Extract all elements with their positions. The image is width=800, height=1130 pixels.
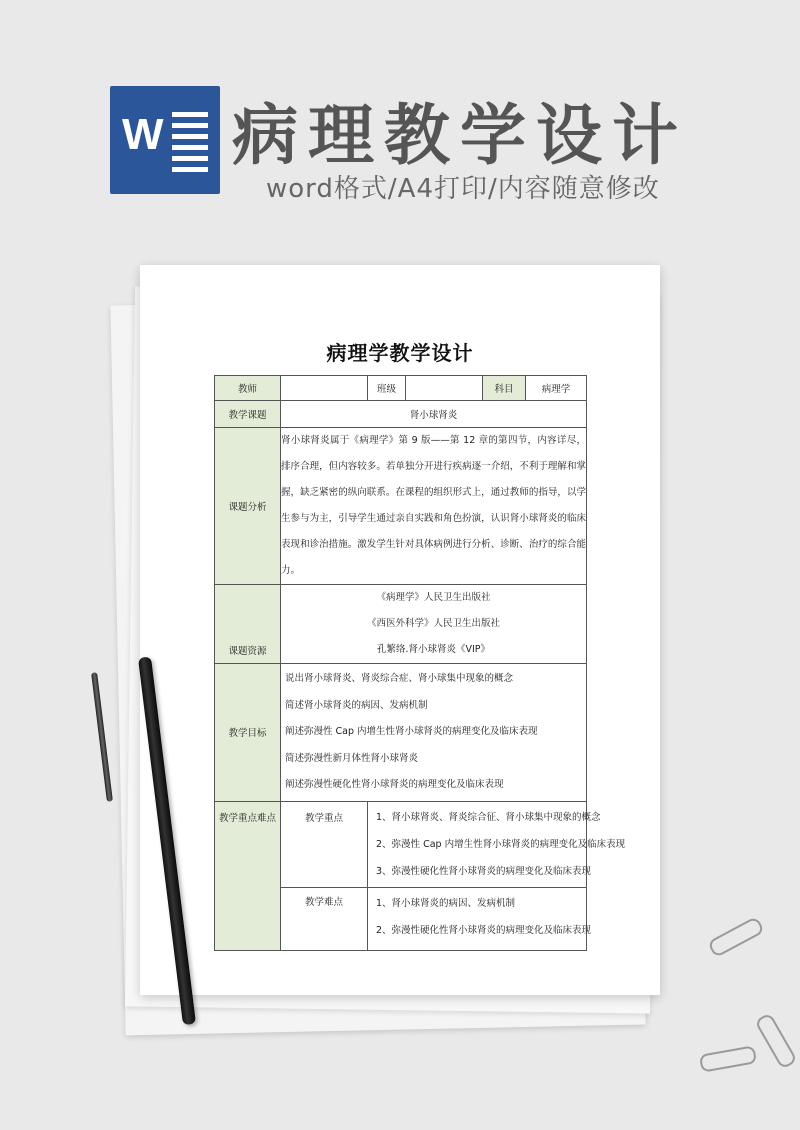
- analysis-text: 肾小球肾炎属于《病理学》第 9 版——第 12 章的第四节，内容详尽，排序合理，但内容较多。若单独分开进行疾病逐一介绍，不利于理解和掌握，缺乏紧密的纵向联系。在课程的组织形式上，通过教师的指导，以学生参与为主，引导学生通过亲自实践和角色扮演，认识肾小球肾炎的临床表现和诊治措施。激发学生针对具体病例进行分析、诊断、治疗的综合能力。: [281, 428, 587, 585]
- lesson-plan-table: [214, 375, 626, 951]
- word-logo: [110, 86, 220, 194]
- resources-list: [281, 585, 587, 664]
- resource-item: 《病理学》人民卫生出版社: [376, 592, 491, 603]
- goals-row: [215, 664, 587, 802]
- goal-item: 说出肾小球肾炎、肾炎综合症、肾小球集中现象的概念: [285, 673, 514, 684]
- document-page: [140, 265, 660, 995]
- resources-row: [215, 585, 587, 664]
- focus-item: 3、弥漫性硬化性肾小球肾炎的病理变化及临床表现: [376, 865, 592, 877]
- paperclip-icon: [754, 1012, 798, 1069]
- focus-list: [368, 801, 626, 887]
- resource-item: 《西医外科学》人民卫生出版社: [366, 618, 500, 629]
- paperclip-icon: [699, 1045, 757, 1072]
- document-lines-icon: [172, 112, 208, 178]
- banner-subline: word格式/A4打印/内容随意修改: [266, 174, 660, 204]
- goals-list: [281, 664, 587, 802]
- goal-item: 简述弥漫性新月体性肾小球肾炎: [285, 752, 419, 764]
- class-value[interactable]: [406, 376, 483, 401]
- analysis-row: [215, 428, 587, 585]
- topic-value: 肾小球肾炎: [281, 401, 587, 428]
- difficulty-label: 教学难点: [281, 887, 368, 950]
- difficulty-list: [368, 887, 592, 950]
- teacher-value[interactable]: [281, 376, 368, 401]
- subject-label: 科目: [483, 376, 526, 401]
- goals-label: 教学目标: [215, 664, 281, 802]
- class-label: 班级: [368, 376, 406, 401]
- topic-row: [215, 401, 587, 428]
- teacher-label: 教师: [215, 376, 281, 401]
- subject-value[interactable]: 病理学: [526, 376, 587, 401]
- pen-clip-decoration: [91, 672, 113, 802]
- difficulty-item: 1、肾小球肾炎的病因、发病机制: [376, 897, 516, 909]
- topic-label: 教学课题: [215, 401, 281, 428]
- banner-headline: 病理教学设计: [232, 97, 688, 174]
- difficulty-item: 2、弥漫性硬化性肾小球肾炎的病理变化及临床表现: [376, 924, 592, 936]
- focus-label: 教学重点: [281, 801, 368, 887]
- focus-item: 2、弥漫性 Cap 内增生性肾小球肾炎的病理变化及临床表现: [376, 838, 626, 850]
- word-logo-letter: W: [122, 110, 164, 159]
- goal-item: 阐述弥漫性硬化性肾小球肾炎的病理变化及临床表现: [285, 779, 504, 790]
- analysis-label: 课题分析: [215, 428, 281, 585]
- header-row: [215, 376, 587, 401]
- key-points-label: 教学重点难点: [215, 801, 281, 950]
- resources-label: 课题资源: [215, 585, 281, 664]
- paperclip-icon: [707, 916, 765, 958]
- key-points-row: [215, 801, 587, 887]
- resource-item: 孔繁络.肾小球肾炎《VIP》: [376, 644, 491, 655]
- focus-item: 1、肾小球肾炎、肾炎综合征、肾小球集中现象的概念: [376, 811, 601, 823]
- document-title: 病理学教学设计: [326, 341, 474, 365]
- goal-item: 简述肾小球肾炎的病因、发病机制: [285, 699, 428, 711]
- goal-item: 阐述弥漫性 Cap 内增生性肾小球肾炎的病理变化及临床表现: [285, 726, 538, 737]
